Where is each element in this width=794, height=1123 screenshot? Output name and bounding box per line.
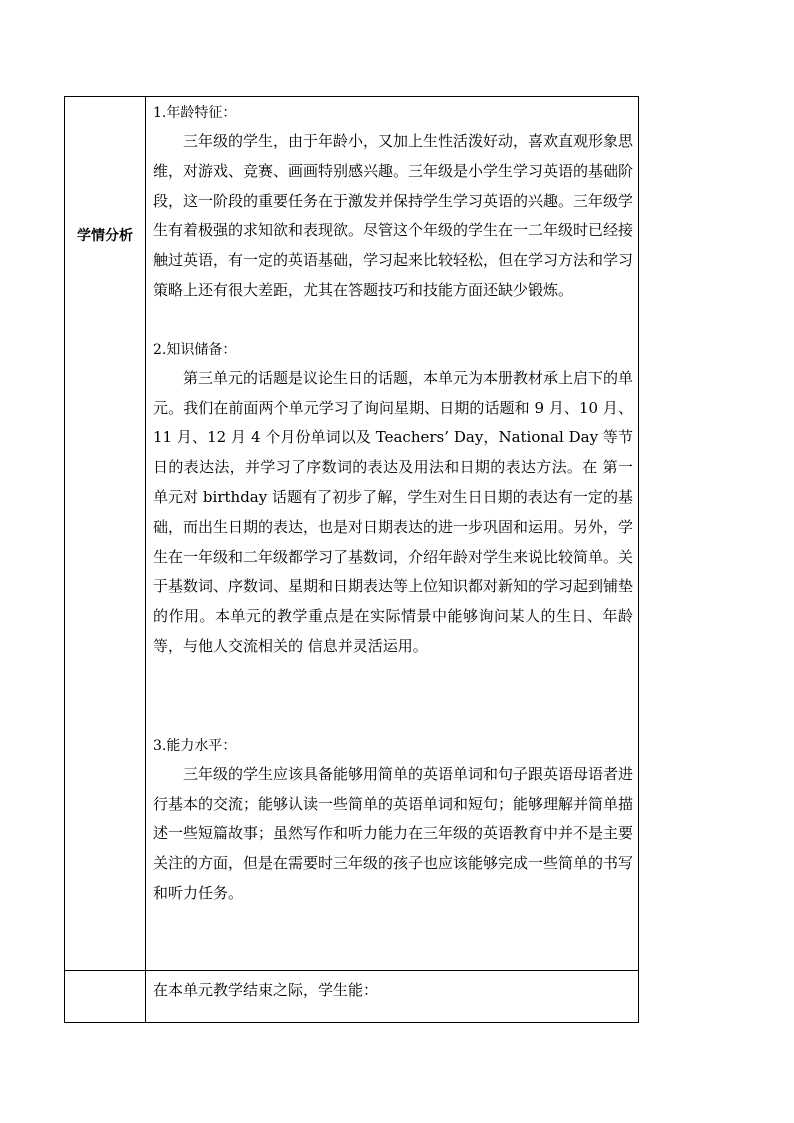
row-label-student-analysis: 学情分析 (77, 228, 133, 244)
section-heading-knowledge: 2.知识储备： (153, 341, 237, 358)
section-body-knowledge: 第三单元的话题是议论生日的话题，本单元为本册教材承上启下的单元。我们在前面两个单元学习了询问星期、日期的话题和 9 月、10 月、11 月、12 月 4 个月份单词以及 Teachers’ Day，National Day 等节日的表达法，并学习了序数词的表达及用法和日期的表达方法。在 第一单元对 birthday 话题有了初步了解，学生对生日日期的表达有一定的基础，而出生日期的表达，也是对日期表达的进一步巩固和运用。另外，学生在一年级和二年级都学习了基数词，介绍年龄对学生来说比较简单。关于基数词、序数词、星期和日期表达等上位知识都对新知的学习起到铺垫的作用。本单元的教学重点是在实际情景中能够询问某人的生日、年龄等，与他人交流相关的 信息并灵活运用。 (153, 368, 634, 655)
section-body-age: 三年级的学生，由于年龄小，又加上生性活泼好动，喜欢直观形象思维，对游戏、竞赛、画画特别感兴趣。三年级是小学生学习英语的基础阶段，这一阶段的重要任务在于激发并保持学生学习英语的兴趣。三年级学生有着极强的求知欲和表现欲。尽管这个年级的学生在一二年级时已经接触过英语，有一定的英语基础，学习起来比较轻松，但在学习方法和学习策略上还有很大差距，尤其在答题技巧和技能方面还缺少锻炼。 (153, 132, 634, 299)
analysis-table (64, 96, 639, 1023)
analysis-content (153, 99, 633, 909)
column-divider (145, 97, 146, 1022)
objectives-intro: 在本单元教学结束之际，学生能： (153, 981, 379, 999)
section-heading-ability: 3.能力水平： (153, 737, 237, 754)
section-heading-age: 1.年龄特征： (153, 105, 237, 121)
row-divider (65, 970, 638, 971)
section-body-ability: 三年级的学生应该具备能够用简单的英语单词和句子跟英语母语者进行基本的交流；能够认读一些简单的英语单词和短句；能够理解并简单描述一些短篇故事；虽然写作和听力能力在三年级的英语教育中并不是主要关注的方面，但是在需要时三年级的孩子也应该能够完成一些简单的书写和听力任务。 (153, 764, 634, 902)
